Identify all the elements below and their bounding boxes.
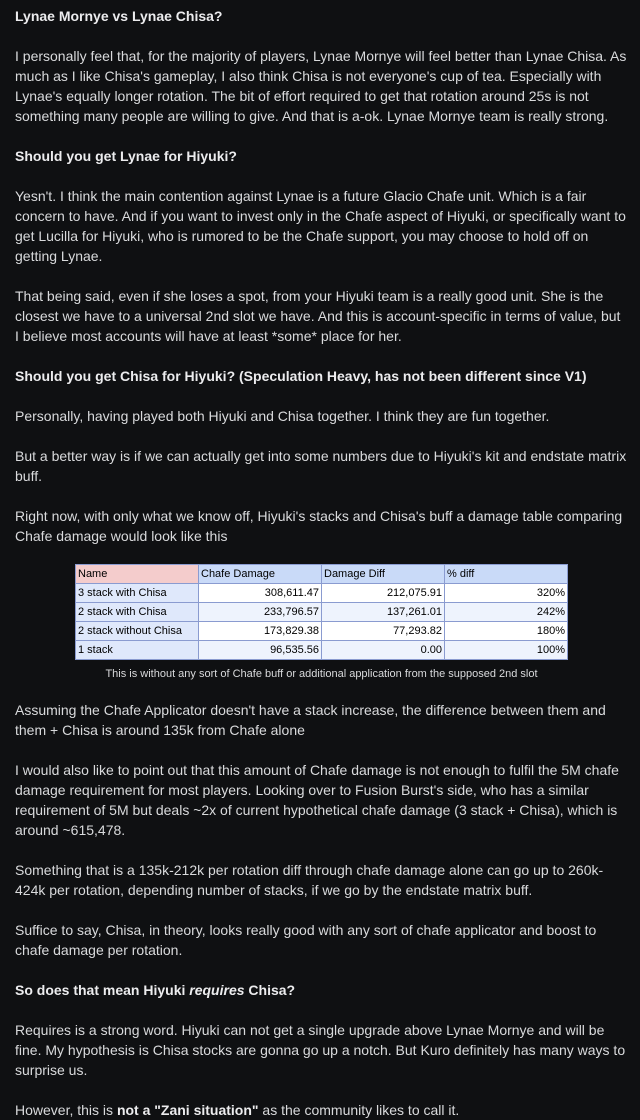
table-cell: 0.00 (322, 641, 445, 660)
paragraph-suffice: Suffice to say, Chisa, in theory, looks really good with any sort of chafe applicator and boost to chafe damage per rotation. (15, 922, 597, 958)
heading-requires-chisa (15, 980, 628, 1000)
chafe-damage-table (75, 564, 568, 660)
table-caption: This is without any sort of Chafe buff or additional application from the supposed 2nd slot (105, 668, 538, 680)
table-cell: 96,535.56 (199, 641, 322, 660)
table-row (76, 641, 568, 660)
table-cell: 242% (445, 603, 568, 622)
table-cell: 2 stack with Chisa (76, 603, 199, 622)
paragraph-yesnt: Yesn't. I think the main contention against Lynae is a future Glacio Chafe unit. Which is a fair concern to have. And if you want to invest only in the Chafe aspect of Hiyuki, or specifically want to get Lucilla for Hiyuki, who is rumored to be the Chafe support, you may choose to hold off on getting Lynae. (15, 188, 626, 264)
table-cell: 233,796.57 (199, 603, 322, 622)
paragraph-text: as the community likes to call it. (258, 1102, 460, 1118)
table-header-cell: Name (76, 565, 199, 584)
paragraph-rotation-diff: Something that is a 135k-212k per rotation diff through chafe damage alone can go up to 260k-424k per rotation, depending number of stacks, if we go by the endstate matrix buff. (15, 862, 604, 898)
heading-text: So does that mean Hiyuki (15, 982, 190, 998)
table-header-cell: Chafe Damage (199, 565, 322, 584)
paragraph-5m-requirement: I would also like to point out that this amount of Chafe damage is not enough to fulfil the 5M chafe damage requirement for most players. Looking over to Fusion Burst's side, who has a similar requirement of 5M but deals ~2x of current hypothetical chafe damage (3 stack + Chisa), which is around ~615,478. (15, 762, 619, 838)
table-cell: 100% (445, 641, 568, 660)
table-header-cell: % diff (445, 565, 568, 584)
paragraph-bold: not a "Zani situation" (116, 1102, 259, 1118)
table-row (76, 603, 568, 622)
paragraph-played-together: Personally, having played both Hiyuki and Chisa together. I think they are fun together. (15, 408, 550, 424)
paragraph-intro: I personally feel that, for the majority of players, Lynae Mornye will feel better than Lynae Chisa. As much as I like Chisa's gameplay, I also think Chisa is not everyone's cup of tea. Especially with Lynae's equally longer rotation. The bit of effort required to get that rotation around 25s is not something many people are willing to give. And that is a-ok. Lynae Mornye team is really strong. (15, 48, 627, 124)
table-header-row (76, 565, 568, 584)
table-cell: 3 stack with Chisa (76, 584, 199, 603)
table-header-cell: Damage Diff (322, 565, 445, 584)
table-cell: 1 stack (76, 641, 199, 660)
table-cell: 173,829.38 (199, 622, 322, 641)
table-row (76, 584, 568, 603)
paragraph-universal-slot: That being said, even if she loses a spot, from your Hiyuki team is a really good unit. She is the closest we have to a universal 2nd slot we have. And this is account-specific in terms of value, but I believe most accounts will have at least *some* place for her. (15, 288, 621, 344)
heading-lynae-mornye-vs-chisa: Lynae Mornye vs Lynae Chisa? (15, 8, 223, 24)
heading-chisa-for-hiyuki: Should you get Chisa for Hiyuki? (Speculation Heavy, has not been different since V1) (15, 368, 587, 384)
table-cell: 77,293.82 (322, 622, 445, 641)
paragraph-numbers: But a better way is if we can actually get into some numbers due to Hiyuki's kit and endstate matrix buff. (15, 448, 627, 484)
table-cell: 137,261.01 (322, 603, 445, 622)
table-cell: 320% (445, 584, 568, 603)
paragraph-zani (15, 1100, 628, 1120)
table-cell: 2 stack without Chisa (76, 622, 199, 641)
heading-text: Chisa? (244, 982, 296, 998)
heading-emphasis: requires (189, 982, 245, 998)
table-cell: 308,611.47 (199, 584, 322, 603)
heading-lynae-for-hiyuki: Should you get Lynae for Hiyuki? (15, 148, 237, 164)
paragraph-requires: Requires is a strong word. Hiyuki can not get a single upgrade above Lynae Mornye and will be fine. My hypothesis is Chisa stocks are gonna go up a notch. But Kuro definitely has many ways to surprise us. (15, 1022, 626, 1078)
paragraph-table-intro: Right now, with only what we know off, Hiyuki's stacks and Chisa's buff a damage table comparing Chafe damage would look like this (15, 508, 623, 544)
paragraph-text: However, this is (15, 1102, 117, 1118)
damage-table-figure (15, 564, 628, 682)
table-row (76, 622, 568, 641)
table-cell: 180% (445, 622, 568, 641)
paragraph-chafe-applicator: Assuming the Chafe Applicator doesn't have a stack increase, the difference between them and them + Chisa is around 135k from Chafe alone (15, 702, 606, 738)
table-cell: 212,075.91 (322, 584, 445, 603)
